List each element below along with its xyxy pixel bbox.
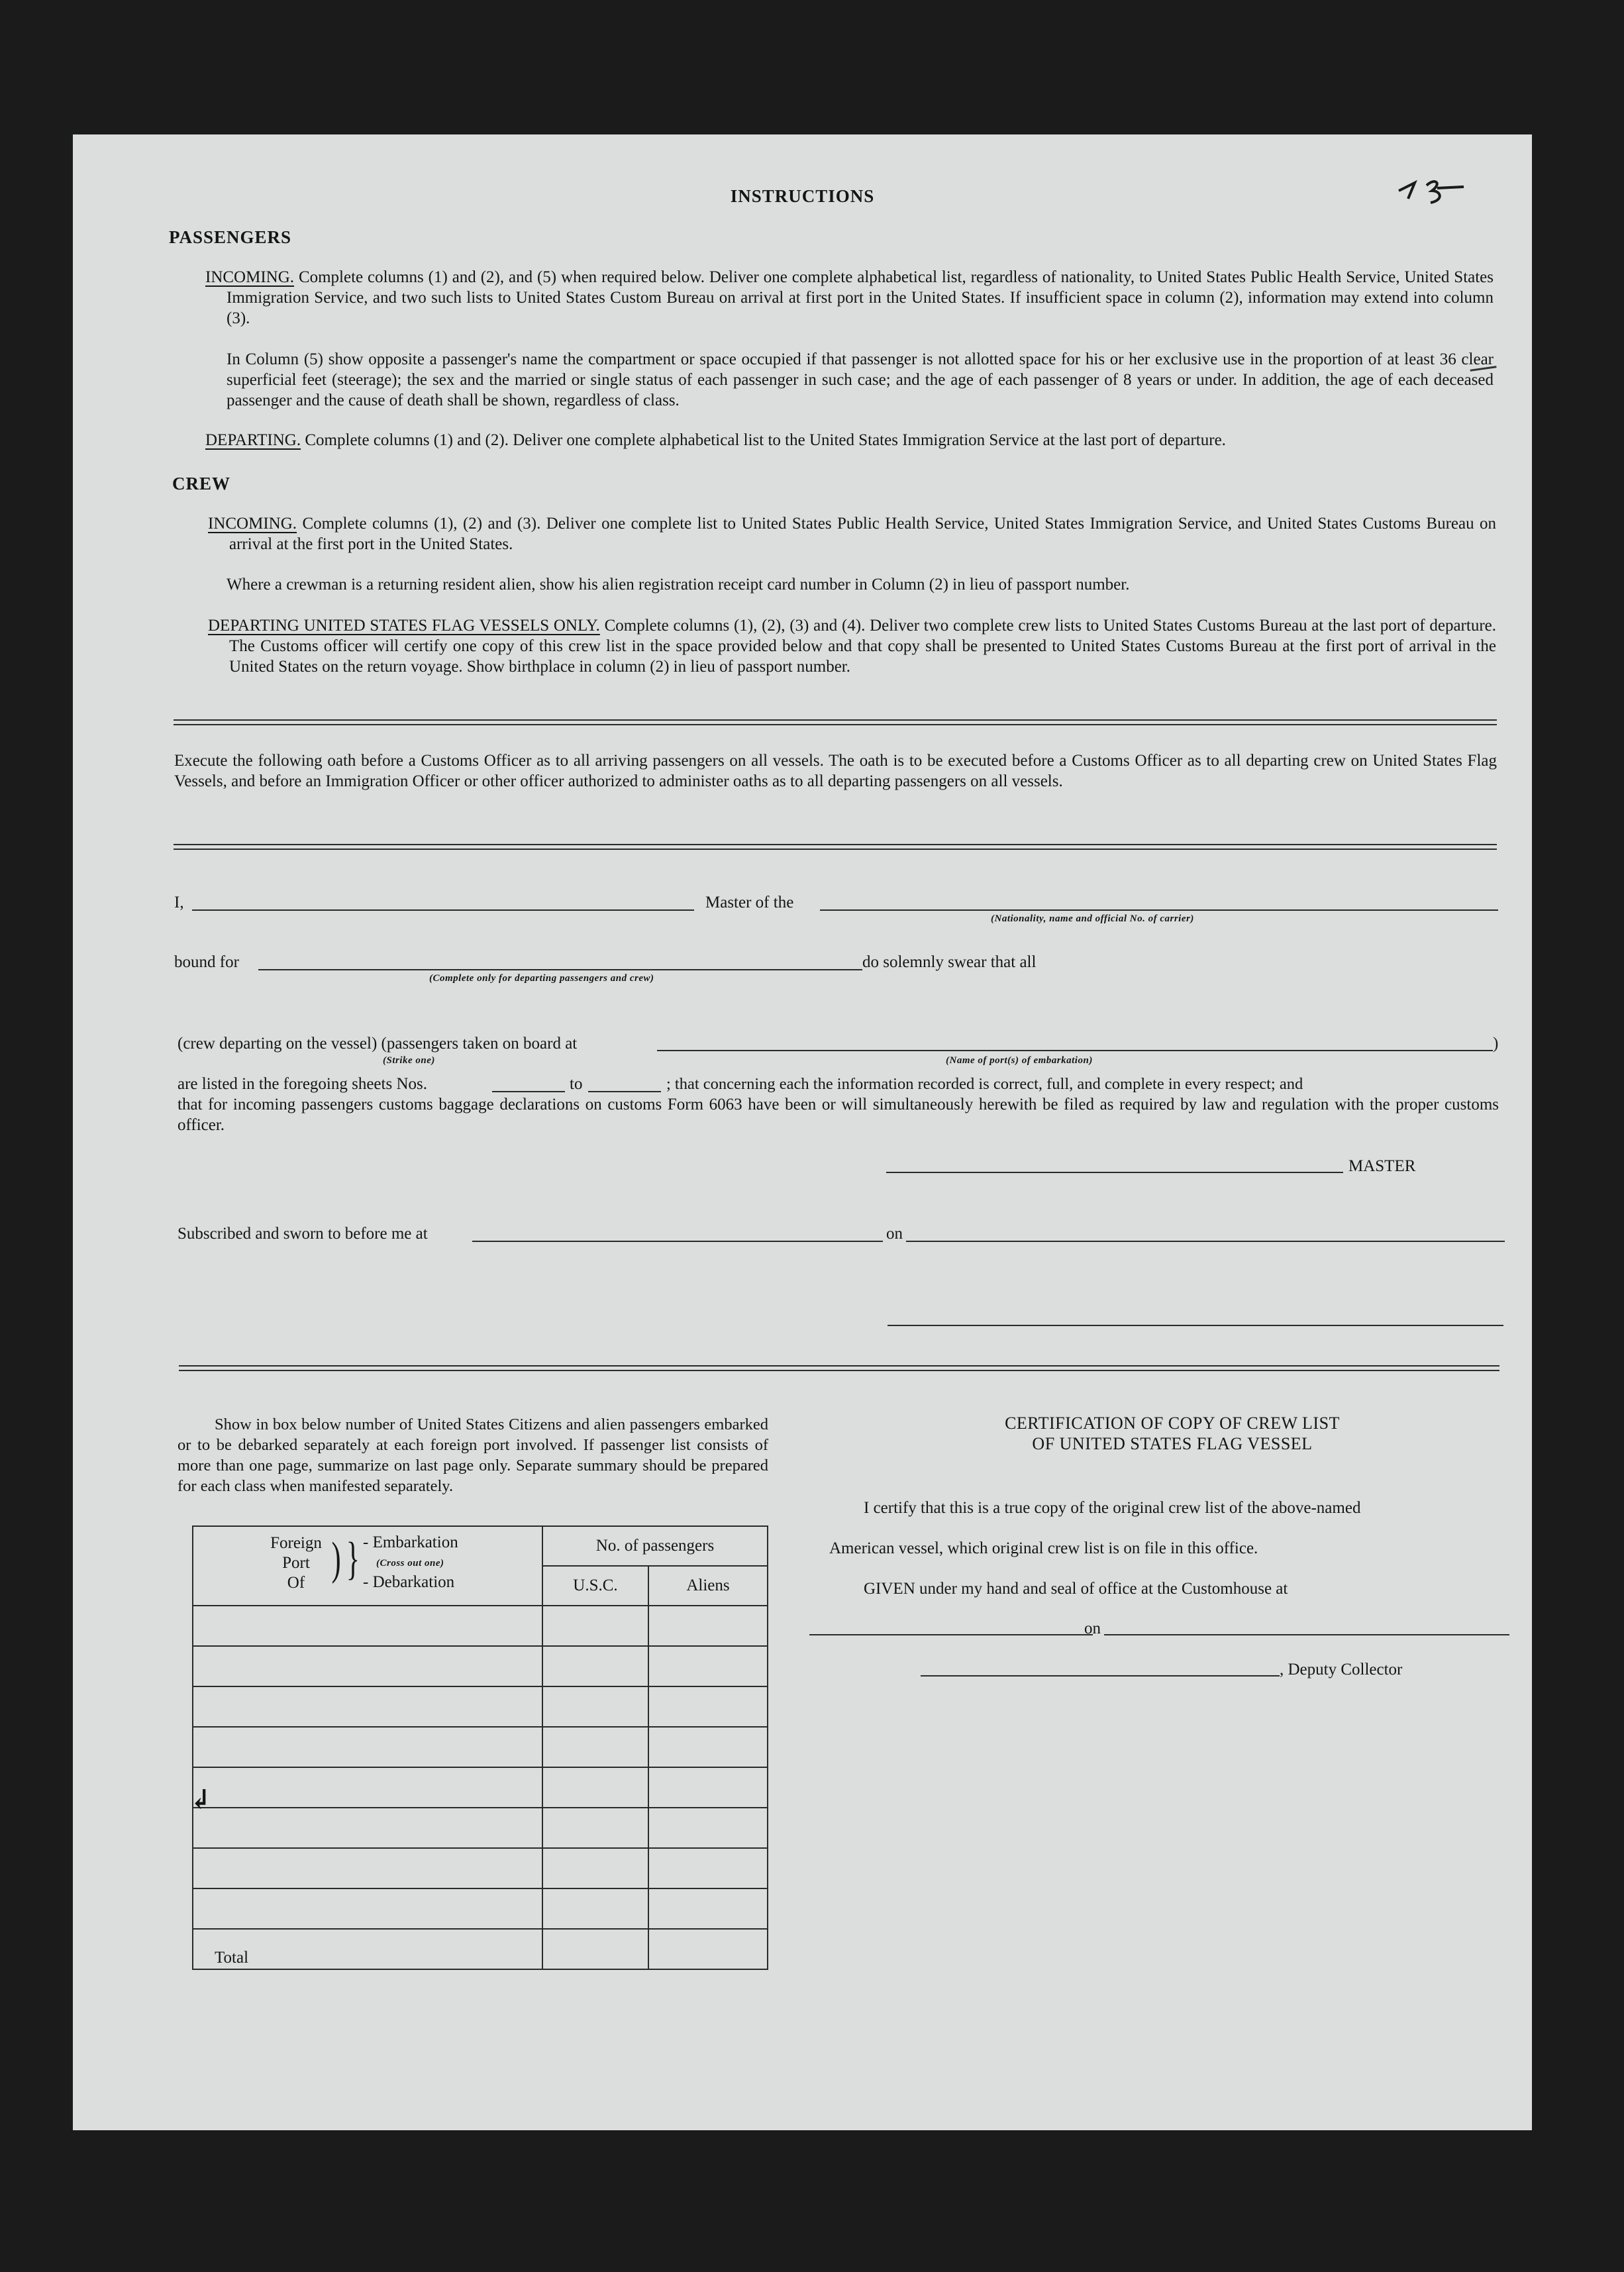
aliens-cell[interactable] (648, 1606, 768, 1646)
embarkation-port-caption: (Name of port(s) of embarkation) (946, 1055, 1093, 1066)
total-label: Total (215, 1949, 249, 1967)
carrier-caption: (Nationality, name and official No. of carrier) (991, 913, 1194, 924)
deputy-collector-label: , Deputy Collector (1280, 1661, 1403, 1678)
master-label: MASTER (1348, 1157, 1416, 1175)
oath-i-label: I, (174, 894, 184, 911)
left-brace-mark: ) (331, 1533, 341, 1584)
deputy-collector-signature-field[interactable] (921, 1675, 1280, 1677)
certification-title-line2: OF UNITED STATES FLAG VESSEL (1032, 1434, 1313, 1453)
port-cell[interactable] (193, 1646, 542, 1686)
port-cell[interactable] (193, 1888, 542, 1929)
summary-instructions: Show in box below number of United States Citizens and alien passengers embarked or to be debarked separately at each foreign port involved. If passenger list consists of more than one page, summarize on last page only. Separate summary should be prepared for each class when manifested separately. (178, 1416, 768, 1495)
passengers-departing-paragraph (205, 430, 1494, 450)
passengers-incoming-label: INCOMING. (205, 268, 295, 286)
certification-line1: I certify that this is a true copy of the original crew list of the above-named (864, 1499, 1361, 1517)
crew-resident-paragraph: Where a crewman is a returning resident alien, show his alien registration receipt card number in Column (2) in lieu of passport number. (227, 576, 1130, 594)
aliens-cell[interactable] (648, 1767, 768, 1808)
crew-incoming-paragraph (208, 513, 1496, 554)
total-usc-cell[interactable] (542, 1929, 648, 1969)
right-brace-mark: } (346, 1533, 360, 1584)
usc-cell[interactable] (542, 1727, 648, 1767)
aliens-header: Aliens (648, 1566, 768, 1606)
port-cell[interactable] (193, 1686, 542, 1727)
crew-departing-paragraph (208, 615, 1496, 677)
usc-cell[interactable] (542, 1808, 648, 1848)
certification-on-label: on (1084, 1620, 1101, 1637)
cross-out-caption: (Cross out one) (376, 1558, 444, 1569)
subscribed-sworn-text: Subscribed and sworn to before me at (178, 1225, 428, 1243)
debarkation-label: - Debarkation (363, 1573, 455, 1591)
total-label-cell (193, 1929, 542, 1969)
master-signature-field[interactable] (886, 1172, 1343, 1173)
customhouse-field[interactable] (809, 1634, 1093, 1635)
crew-departing-label: DEPARTING UNITED STATES FLAG VESSELS ONLY. (208, 617, 600, 635)
oath-intro-paragraph: Execute the following oath before a Customs Officer as to all arriving passengers on all vessels. The oath is to be executed before a Customs Officer as to all departing crew on United States Flag Vessels, and before an Immigration Officer or other officer authorized to administer oaths as to all departing passengers on all vessels. (174, 752, 1497, 790)
port-cell[interactable] (193, 1727, 542, 1767)
divider-3 (179, 1365, 1499, 1371)
port-cell[interactable] (193, 1848, 542, 1888)
passengers-heading: PASSENGERS (169, 227, 292, 247)
foreign-label: Foreign (270, 1534, 322, 1552)
crew-heading: CREW (172, 474, 231, 493)
usc-header: U.S.C. (542, 1566, 648, 1606)
carrier-field[interactable] (820, 909, 1498, 911)
handwritten-check-mark: ↲ (189, 1784, 212, 1815)
listed-complete-text: ; that concerning each the information recorded is correct, full, and complete in every respect; and (666, 1075, 1303, 1093)
certification-title-line1: CERTIFICATION OF COPY OF CREW LIST (1005, 1414, 1340, 1433)
sworn-on-label: on (886, 1225, 903, 1243)
no-passengers-header: No. of passengers (542, 1526, 768, 1566)
port-cell[interactable] (193, 1767, 542, 1808)
aliens-cell[interactable] (648, 1727, 768, 1767)
port-cell[interactable] (193, 1808, 542, 1848)
crew-departing-text: (crew departing on the vessel) (passengers taken on board at (178, 1035, 578, 1053)
sheet-to-field[interactable] (588, 1091, 661, 1092)
master-of-the-label: Master of the (705, 894, 794, 911)
sworn-date-field[interactable] (906, 1241, 1505, 1242)
aliens-cell[interactable] (648, 1808, 768, 1848)
usc-cell[interactable] (542, 1646, 648, 1686)
aliens-cell[interactable] (648, 1848, 768, 1888)
bound-for-caption: (Complete only for departing passengers and crew) (429, 973, 654, 984)
passengers-incoming-text: Complete columns (1) and (2), and (5) when required below. Deliver one complete alphabetical list, regardless of nationality, to United States Public Health Service, United States Immigration Service, and two such lists to United States Custom Bureau on arrival at first port in the United States. If insufficient space in column (2), information may extend into column (3). (227, 268, 1494, 327)
embarkation-label: - Embarkation (363, 1533, 458, 1551)
usc-cell[interactable] (542, 1767, 648, 1808)
strike-one-caption: (Strike one) (383, 1055, 435, 1066)
divider-1 (174, 719, 1497, 725)
foreign-port-header (193, 1526, 542, 1606)
crew-departing-text: Complete columns (1), (2), (3) and (4). Deliver two complete crew lists to United States Customs Bureau at the last port of departure. The Customs officer will certify one copy of this crew list in the space provided below and that copy shall be presented to United States Customs Bureau at the first port of arrival in the United States on the return voyage. Show birthplace in column (2) in lieu of passport number. (229, 617, 1497, 676)
aliens-cell[interactable] (648, 1646, 768, 1686)
aliens-cell[interactable] (648, 1686, 768, 1727)
port-cell[interactable] (193, 1606, 542, 1646)
master-name-field[interactable] (192, 909, 694, 911)
customs-declaration-text: that for incoming passengers customs baggage declarations on customs Form 6063 have been or will simultaneously herewith be filed as required by law and regulation with the proper customs officer. (178, 1096, 1499, 1134)
instructions-title: INSTRUCTIONS (730, 186, 875, 206)
passengers-departing-text: Complete columns (1) and (2). Deliver one complete alphabetical list to the United States Immigration Service at the last port of departure. (305, 431, 1226, 449)
of-label: Of (287, 1574, 305, 1592)
bound-for-label: bound for (174, 953, 239, 971)
certification-line2: American vessel, which original crew list is on file in this office. (829, 1539, 1258, 1557)
usc-cell[interactable] (542, 1606, 648, 1646)
usc-cell[interactable] (542, 1848, 648, 1888)
crew-incoming-text: Complete columns (1), (2) and (3). Deliver one complete list to United States Public Health Service, United States Immigration Service, and United States Customs Bureau on arrival at the first port in the United States. (229, 515, 1496, 553)
passengers-column5-paragraph: In Column (5) show opposite a passenger's name the compartment or space occupied if that passenger is not allotted space for his or her exclusive use in the proportion of at least 36 clear superficial feet (steerage); the sex and the married or single status of each passenger in such case; and the age of each passenger of 8 years or under. In addition, the age of each deceased passenger and the cause of death shall be shown, regardless of class. (227, 350, 1494, 409)
sheet-from-field[interactable] (492, 1091, 565, 1092)
sworn-place-field[interactable] (472, 1241, 883, 1242)
form-sheet (73, 134, 1532, 2130)
total-aliens-cell[interactable] (648, 1929, 768, 1969)
passenger-summary-table (192, 1525, 768, 1970)
bound-for-field[interactable] (258, 969, 862, 970)
usc-cell[interactable] (542, 1686, 648, 1727)
close-paren: ) (1493, 1035, 1499, 1053)
listed-sheets-text: are listed in the foregoing sheets Nos. (178, 1075, 427, 1093)
embarkation-port-field[interactable] (657, 1050, 1493, 1051)
certification-date-field[interactable] (1104, 1634, 1509, 1635)
listed-to-label: to (570, 1075, 583, 1093)
passengers-departing-label: DEPARTING. (205, 431, 301, 449)
solemnly-swear-text: do solemnly swear that all (862, 953, 1037, 971)
certification-line3: GIVEN under my hand and seal of office at the Customhouse at (864, 1580, 1288, 1598)
aliens-cell[interactable] (648, 1888, 768, 1929)
officer-signature-field[interactable] (888, 1325, 1503, 1326)
passengers-incoming-paragraph (205, 267, 1494, 329)
port-label: Port (282, 1554, 310, 1572)
crew-incoming-label: INCOMING. (208, 515, 297, 533)
usc-cell[interactable] (542, 1888, 648, 1929)
divider-2 (174, 844, 1497, 850)
